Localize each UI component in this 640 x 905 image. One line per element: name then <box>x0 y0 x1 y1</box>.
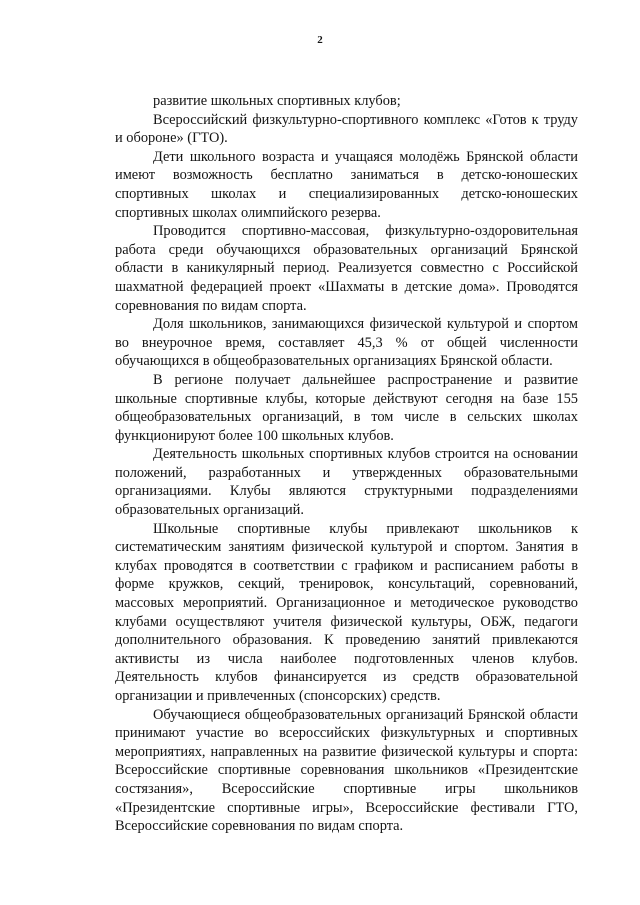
page-number: 2 <box>317 34 323 46</box>
paragraph-clubs-activity-basis: Деятельность школьных спортивных клубов строится на основании положений, разработанных и утвержденных образовательными организациями. Клубы являются структурными подразделениями образовательных организаций. <box>115 446 578 519</box>
paragraph-youth-sport-schools: Дети школьного возраста и учащаяся молодёжь Брянской области имеют возможность бесплатно заниматься в детско-юношеских спортивных школах и специализированных детско-юношеских спортивных школах олимпийского резерва. <box>115 148 578 221</box>
paragraph-school-sport-clubs-item: развитие школьных спортивных клубов; <box>153 93 401 109</box>
paragraph-school-clubs-region: В регионе получает дальнейшее распространение и развитие школьные спортивные клубы, которые действуют сегодня на базе 155 общеобразовательных организаций, в том числе в сельских школах функционируют более 100 школьных клубов. <box>115 371 578 444</box>
paragraph-mass-sport-events: Проводится спортивно-массовая, физкультурно-оздоровительная работа среди обучающихся образовательных организаций Брянской области в каникулярный период. Реализуется совместно с Российской шахматной федерацией проект «Шахматы в детские дома». Проводятся соревнования по видам спорта. <box>115 223 578 314</box>
paragraph-clubs-engage-students: Школьные спортивные клубы привлекают школьников к систематическим занятиям физической культурой и спортом. Занятия в клубах проводятся в соответствии с графиком и расписанием работы в форме кружков, секций, тренировок, консультаций, соревнований, массовых мероприятий. Организационное и методическое руководство клубами осуществляют учителя физической культуры, ОБЖ, педагоги дополнительного образования. К проведению занятий привлекаются активисты из числа наиболее подготовленных членов клубов. Деятельность клубов финансируется из средств образовательной организации и привлеченных (спонсорских) средств. <box>115 520 578 704</box>
document-body <box>115 92 578 836</box>
paragraph-share-of-students: Доля школьников, занимающихся физической культурой и спортом во внеурочное время, составляет 45,3 % от общей численности обучающихся в общеобразовательных организациях Брянской области. <box>115 316 578 370</box>
paragraph-gto-item: Всероссийский физкультурно-спортивного комплекс «Готов к труду и обороне» (ГТО). <box>115 111 578 147</box>
paragraph-all-russian-events: Обучающиеся общеобразовательных организаций Брянской области принимают участие во всероссийских физкультурных и спортивных мероприятиях, направленных на развитие физической культуры и спорта: Всероссийские спортивные соревнования школьников «Президентские состязания», Всероссийские спортивные игры школьников «Президентские спортивные игры», Всероссийские фестивали ГТО, Всероссийские соревнования по видам спорта. <box>115 706 578 835</box>
